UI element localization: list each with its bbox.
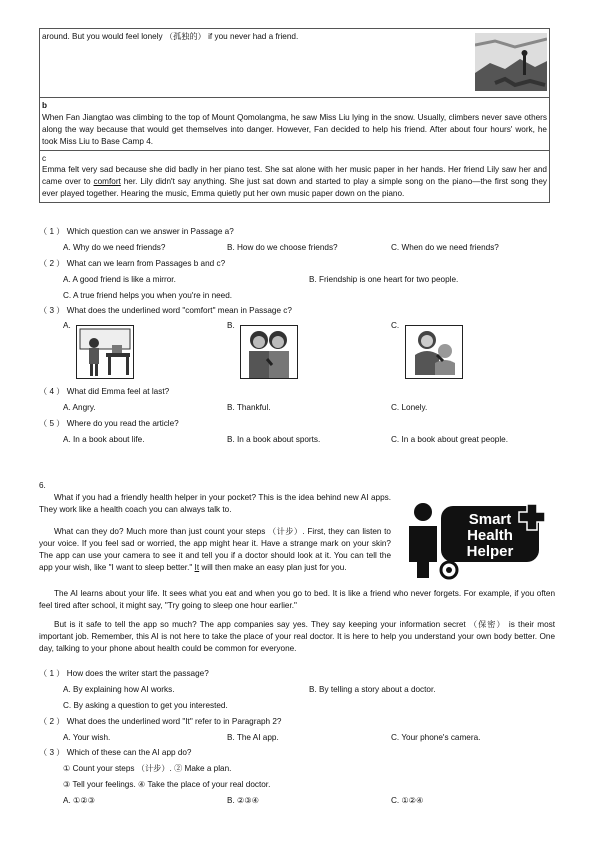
- question-text: How does the writer start the passage?: [66, 669, 209, 678]
- logo-line-3: Helper: [466, 543, 514, 560]
- passage-c-row: [40, 151, 549, 203]
- choice-item: ① Count your steps （计步）. ② Make a plan.: [63, 764, 232, 773]
- passage-b-row: [40, 98, 549, 151]
- logo-line-2: Health: [467, 527, 513, 544]
- question-text: What does the underlined word "It" refer to in Paragraph 2?: [66, 717, 282, 726]
- question-text: What did Emma feel at last?: [66, 387, 170, 396]
- passage-table: [39, 28, 550, 203]
- paragraph-4: But is it safe to tell the app so much? The app companies say yes. They say keeping your information secret （保密） is their most important job. Remember, this AI is not here to take the place of your real doctor. It is here to help you understand your own body better. One day, talking to your phone about health could be common for everyone.: [39, 620, 555, 653]
- option[interactable]: C.: [391, 321, 400, 330]
- option[interactable]: B. In a book about sports.: [227, 435, 321, 444]
- question-number: （ 1 ）: [39, 669, 65, 678]
- option[interactable]: B. How do we choose friends?: [227, 243, 338, 252]
- question-number: （ 1 ）: [39, 227, 65, 236]
- option[interactable]: C. By asking a question to get you interested.: [63, 701, 228, 710]
- question-number: （ 3 ）: [39, 306, 65, 315]
- question-5-2: [39, 258, 225, 270]
- passage-a-row: [40, 29, 549, 98]
- passage-c-text: [42, 164, 547, 200]
- passage-b-label: b: [42, 101, 48, 110]
- passage-c-label: c: [42, 153, 47, 163]
- option[interactable]: B. Friendship is one heart for two people.: [309, 275, 459, 284]
- question-6-1: [39, 668, 209, 680]
- question-text: Which of these can the AI app do?: [66, 748, 192, 757]
- question-5-3: [39, 305, 292, 317]
- option[interactable]: B. Thankful.: [227, 403, 271, 412]
- logo-line-1: Smart: [468, 511, 512, 528]
- question-number: （ 4 ）: [39, 387, 65, 396]
- question-5-5: [39, 418, 179, 430]
- underlined-it: It: [194, 562, 200, 572]
- option[interactable]: C. In a book about great people.: [391, 435, 508, 444]
- passage-c-text-part: Emma felt very sad because she did badly in her piano test. She sat alone with her music paper in her hands. Her friend Lily saw her and came over to: [42, 165, 547, 187]
- option[interactable]: B. The AI app.: [227, 733, 279, 742]
- option[interactable]: A. Why do we need friends?: [63, 243, 166, 252]
- question-number: （ 2 ）: [39, 717, 65, 726]
- paragraph-1: What if you had a friendly health helper in your pocket? This is the idea behind new AI apps. They work like a health coach you can always talk to.: [39, 493, 391, 514]
- option[interactable]: A. Angry.: [63, 403, 96, 412]
- passage-a-tail: around. But you would feel lonely （孤独的） if you never had a friend.: [42, 32, 299, 41]
- section-number: 6.: [39, 481, 46, 490]
- option[interactable]: A. By explaining how AI works.: [63, 685, 175, 694]
- option[interactable]: B. By telling a story about a doctor.: [309, 685, 436, 694]
- option-c-picture[interactable]: [405, 325, 463, 379]
- question-5-4: [39, 386, 169, 398]
- question-text: Which question can we answer in Passage a?: [66, 227, 234, 236]
- option[interactable]: C. A true friend helps you when you're in need.: [63, 291, 233, 300]
- option[interactable]: A. ①②③: [63, 796, 96, 805]
- paragraph-2: [39, 526, 391, 574]
- passage-c-text-part: her. Lily didn't say anything. She just sat down and started to play a simple song on the piano—the first song they ever played together. Hearing the music, Emma quietly put her own music paper down on the piano.: [42, 177, 548, 199]
- smart-health-helper-logo: [405, 500, 551, 580]
- lonely-person-picture: [475, 33, 547, 91]
- option[interactable]: A. Your wish.: [63, 733, 111, 742]
- question-number: （ 5 ）: [39, 419, 65, 428]
- question-6-3: [39, 747, 191, 759]
- choice-item: ③ Tell your feelings. ④ Take the place of your real doctor.: [63, 780, 271, 789]
- option[interactable]: B.: [227, 321, 235, 330]
- paragraph-3: The AI learns about your life. It sees what you eat and when you go to bed. It is like a friend who never forgets. For example, if you often feel tired after school, it might say, "Try going to sleep one hour earlier.": [39, 589, 555, 610]
- option[interactable]: A. A good friend is like a mirror.: [63, 275, 176, 284]
- option[interactable]: C. Your phone's camera.: [391, 733, 481, 742]
- question-6-2: [39, 716, 281, 728]
- paragraph-2-part: What can they do? Much more than just count your steps （计步）. First, they can listen to your voice. If you feel sad or worried, the app might hear it. Have a strange mark on your skin? The app can use your camera to see it and tell you if a doctor should look at it. You can tell the app your wish, like "I want to sleep better.": [39, 527, 391, 572]
- option-b-picture[interactable]: [240, 325, 298, 379]
- option[interactable]: A. In a book about life.: [63, 435, 145, 444]
- question-text: What does the underlined word "comfort" mean in Passage c?: [66, 306, 292, 315]
- question-text: Where do you read the article?: [66, 419, 179, 428]
- passage-b-text: When Fan Jiangtao was climbing to the top of Mount Qomolangma, he saw Miss Liu lying in the snow. Usually, climbers never save others along the way because that would get themselves into danger. However, Fan decided to help his friend. After about four hours' work, he took Miss Liu to Base Camp 4.: [42, 112, 547, 146]
- option[interactable]: C. Lonely.: [391, 403, 428, 412]
- question-number: （ 3 ）: [39, 748, 65, 757]
- option[interactable]: C. ①②④: [391, 796, 424, 805]
- question-5-1: [39, 226, 234, 238]
- question-number: （ 2 ）: [39, 259, 65, 268]
- underlined-comfort: comfort: [93, 177, 121, 187]
- option[interactable]: B. ②③④: [227, 796, 260, 805]
- option[interactable]: A.: [63, 321, 71, 330]
- option[interactable]: C. When do we need friends?: [391, 243, 499, 252]
- option-a-picture[interactable]: [76, 325, 134, 379]
- question-text: What can we learn from Passages b and c?: [66, 259, 226, 268]
- paragraph-2-part: will then make an easy plan just for you.: [199, 562, 347, 572]
